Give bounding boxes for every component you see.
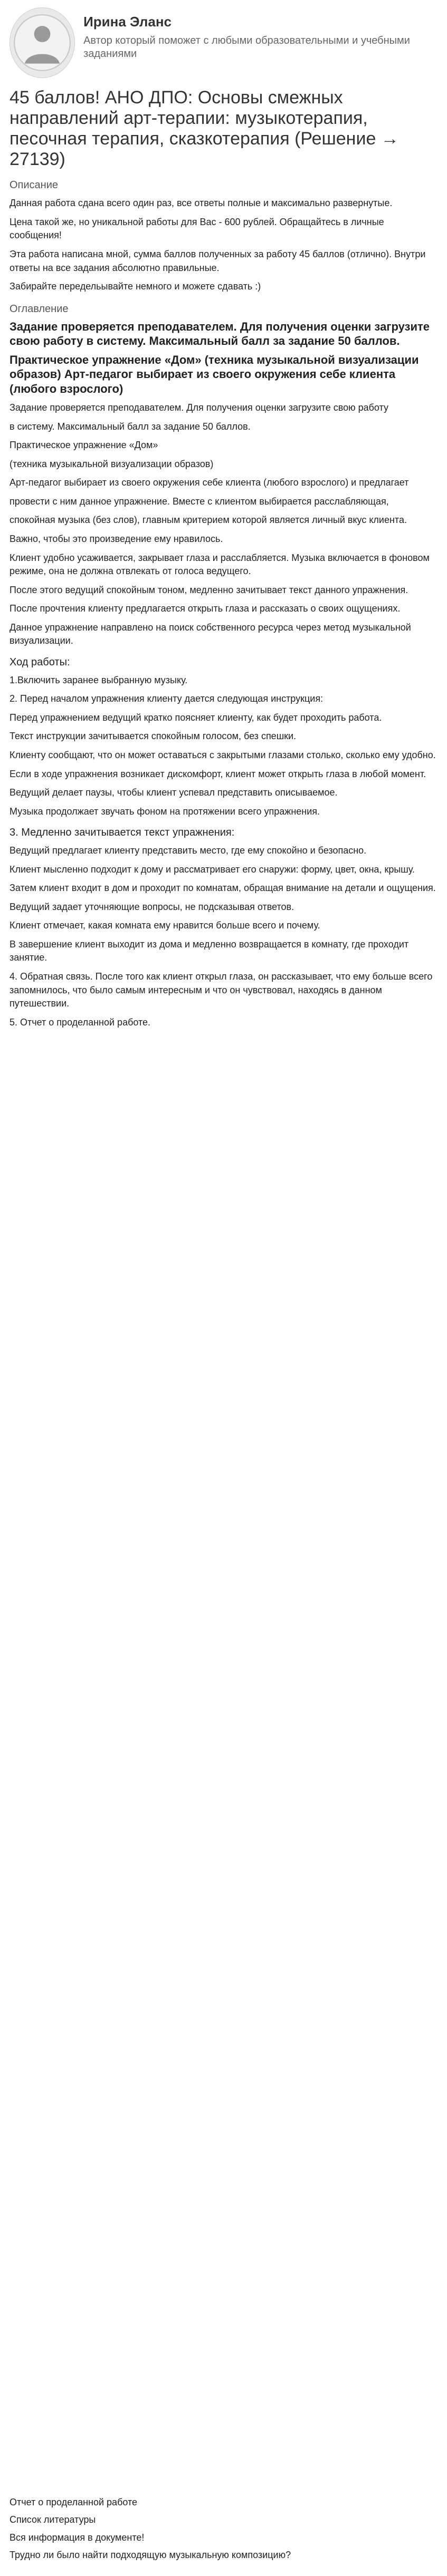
page-title: 45 баллов! АНО ДПО: Основы смежных направлений арт-терапии: музыкотерапия, песочная терапия, сказкотерапия (Решение → 27139) (9, 88, 399, 170)
steps-label: Ход работы: (9, 656, 70, 668)
description-paragraph: Цена такой же, но уникальной работы для Вас - 600 рублей. Обращайтесь в личные сообщения! (9, 216, 384, 241)
contents-line: (техника музыкальной визуализации образов) (9, 458, 214, 469)
intro-paragraph: Арт-педагог выбирает из своего окружения себе клиента (любого взрослого) и предлагает (9, 477, 409, 488)
footer-block (9, 2492, 438, 2567)
intro-paragraph: После прочтения клиенту предлагается открыть глаза и рассказать о своих ощущениях. (9, 603, 401, 614)
part3-paragraph: Ведущий задает уточняющие вопросы, не подсказывая ответов. (9, 901, 294, 912)
part4-paragraph: 4. Обратная связь. После того как клиент открыл глаза, он рассказывает, что ему больше всего запомнилось, что было самым интересным и что он чувствовал, находясь в данном путешествии. (9, 971, 433, 1009)
intro-paragraph: провести с ним данное упражнение. Вместе с клиентом выбирается расслабляющая, (9, 496, 389, 507)
part3-title: 3. Медленно зачитывается текст упражнения: (9, 827, 235, 839)
part3-paragraph: Затем клиент входит в дом и проходит по комнатам, обращая внимание на детали и ощущения. (9, 883, 436, 894)
part4-block (0, 970, 447, 1029)
step-line: 2. Перед началом упражнения клиенту дается следующая инструкция: (9, 693, 324, 704)
step-paragraph: Текст инструкции зачитывается спокойным голосом, без спешки. (9, 731, 297, 742)
intro-paragraph: Данное упражнение направлено на поиск собственного ресурса через метод музыкальной визуализации. (9, 622, 411, 646)
contents-block (0, 401, 447, 471)
step-line: 1.Включить заранее выбранную музыку. (9, 674, 188, 685)
step-paragraph: Музыка продолжает звучать фоном на протяжении всего упражнения. (9, 806, 320, 817)
bold-text: Практическое упражнение «Дом» (техника музыкальной визуализации образов) Арт-педагог выбирает из своего окружения себе клиента (любого взрослого) (9, 353, 419, 395)
part3-body (0, 844, 447, 965)
contents-label: Оглавление (9, 303, 69, 315)
description-paragraph: Данная работа сдана всего один раз, все ответы полные и максимально развернутые. (9, 198, 393, 209)
bold-text: Задание проверяется преподавателем. Для получения оценки загрузите свою работу в систему. Максимальный балл за задание 50 баллов. (9, 319, 430, 348)
step-paragraph: Перед упражнением ведущий кратко поясняет клиенту, как будет проходить работа. (9, 712, 382, 723)
step-paragraph: Клиенту сообщают, что он может оставаться с закрытыми глазами столько, сколько ему удобно. (9, 750, 436, 760)
step-paragraph: Если в ходе упражнения возникает дискомфорт, клиент может открыть глаза в любой момент. (9, 768, 426, 779)
footer-line: Список литературы (9, 2514, 96, 2525)
contents-line: в систему. Максимальный балл за задание 50 баллов. (9, 421, 251, 432)
description-paragraph: Забирайте передельывайте немного и можете сдавать :) (9, 281, 261, 292)
description-label: Описание (9, 179, 59, 191)
part3-paragraph: В завершение клиент выходит из дома и медленно возвращается в комнату, где проходит занятие. (9, 938, 409, 963)
avatar-image-icon (13, 14, 71, 72)
steps-body (0, 711, 447, 818)
intro-paragraph: Клиент удобно усаживается, закрывает глаза и расслабляется. Музыка включается в фоновом режиме, она не должна отвлекать от голоса ведущего. (9, 552, 430, 577)
part3-paragraph: Клиент мысленно подходит к дому и рассматривает его снаружи: форму, цвет, окна, крышу. (9, 864, 415, 875)
intro-block (0, 476, 447, 647)
author-header (0, 0, 447, 78)
contents-line: Практическое упражнение «Дом» (9, 440, 158, 451)
part3-paragraph: Клиент отмечает, какая комната ему нравится больше всего и почему. (9, 920, 320, 931)
contents-line: Задание проверяется преподавателем. Для получения оценки загрузите свою работу (9, 402, 388, 413)
author-info (83, 7, 438, 61)
part4-paragraph: 5. Отчет о проделанной работе. (9, 1016, 151, 1028)
footer-line: Отчет о проделанной работе (9, 2496, 138, 2507)
author-name[interactable]: Ирина Эланс (83, 14, 172, 30)
bold-block (0, 319, 447, 396)
steps-intro (0, 674, 447, 706)
author-description: Автор который поможет с любыми образовательными и учебными заданиями (83, 35, 410, 60)
part3-paragraph: Ведущий предлагает клиенту представить место, где ему спокойно и безопасно. (9, 845, 367, 856)
description-paragraph: Эта работа написана мной, сумма баллов полученных за работу 45 баллов (отлично). Внутри ответы на все задания абсолютно правильные. (9, 249, 426, 273)
intro-paragraph: Важно, чтобы это произведение ему нравилось. (9, 533, 223, 544)
description-block (0, 197, 447, 293)
intro-paragraph: спокойная музыка (без слов), главным критерием которой является личный вкус клиента. (9, 515, 407, 526)
footer-line: Вся информация в документе! (9, 2532, 145, 2543)
avatar[interactable] (9, 7, 75, 78)
footer-line: Трудно ли было найти подходящую музыкальную композицию? (9, 2550, 291, 2561)
step-paragraph: Ведущий делает паузы, чтобы клиент успевал представить описываемое. (9, 787, 338, 798)
intro-paragraph: После этого ведущий спокойным тоном, медленно зачитывает текст данного упражнения. (9, 584, 408, 595)
